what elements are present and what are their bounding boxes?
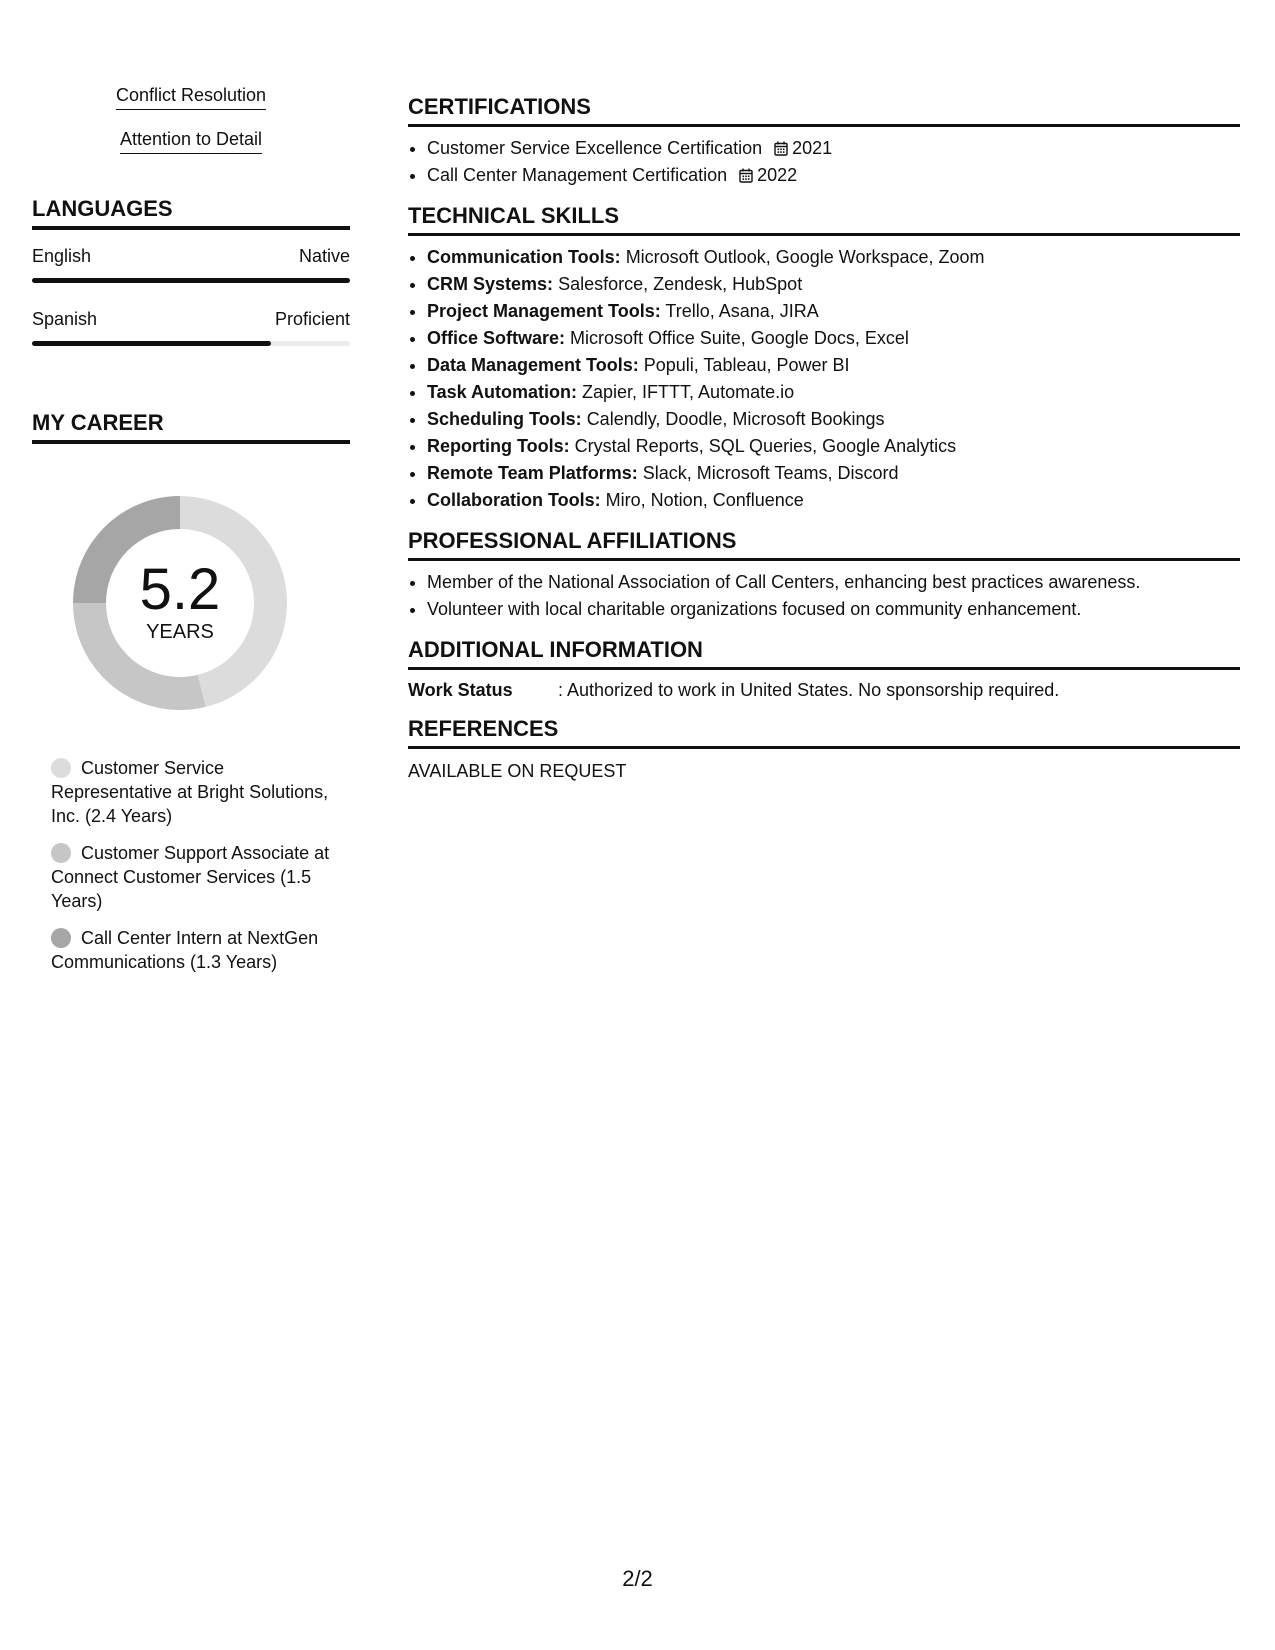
work-status-value: : Authorized to work in United States. No sponsorship required. <box>558 680 1060 700</box>
skill-tag: Attention to Detail <box>32 128 350 154</box>
career-total-value: 5.2 <box>139 557 221 622</box>
skill-values: Microsoft Outlook, Google Workspace, Zoom <box>625 247 985 267</box>
certifications-list <box>408 135 1240 189</box>
skill-category: Data Management Tools: <box>427 355 639 375</box>
technical-skill-item <box>427 352 1240 379</box>
technical-skill-item <box>427 460 1240 487</box>
language-level: Native <box>298 246 350 266</box>
language-bar <box>32 341 350 346</box>
skill-tag: Conflict Resolution <box>32 84 350 110</box>
left-column <box>32 84 350 987</box>
technical-skill-item <box>427 298 1240 325</box>
certifications-title: CERTIFICATIONS <box>408 94 1240 127</box>
skill-category: Office Software: <box>427 328 566 348</box>
language-name: Spanish <box>32 309 98 329</box>
affiliations-title: PROFESSIONAL AFFILIATIONS <box>408 528 1240 561</box>
skill-values: Crystal Reports, SQL Queries, Google Analytics <box>574 436 957 456</box>
certifications-section <box>408 94 1240 189</box>
affiliations-section <box>408 528 1240 623</box>
legend-dot <box>51 758 71 778</box>
right-column <box>408 94 1240 797</box>
legend-dot <box>51 843 71 863</box>
technical-skill-item <box>427 487 1240 514</box>
skill-values: Calendly, Doodle, Microsoft Bookings <box>586 409 885 429</box>
skill-values: Miro, Notion, Confluence <box>605 490 804 510</box>
affiliations-list <box>408 569 1240 623</box>
skill-values: Slack, Microsoft Teams, Discord <box>642 463 899 483</box>
certification-item <box>427 162 1240 189</box>
references-section <box>408 716 1240 783</box>
references-text: AVAILABLE ON REQUEST <box>408 761 627 781</box>
legend-dot <box>51 928 71 948</box>
language-item <box>32 244 350 283</box>
skill-category: Task Automation: <box>427 382 578 402</box>
technical-skill-item <box>427 379 1240 406</box>
technical-skill-item <box>427 325 1240 352</box>
career-legend-item: Customer Support Associate at Connect Customer Services (1.5 Years) <box>51 843 330 911</box>
work-status-row <box>408 678 1240 702</box>
skill-category: Reporting Tools: <box>427 436 570 456</box>
language-bar <box>32 278 350 283</box>
language-name: English <box>32 246 92 266</box>
additional-info-section <box>408 637 1240 702</box>
language-bar-fill <box>32 278 350 283</box>
skill-category: Project Management Tools: <box>427 301 661 321</box>
career-total-unit: YEARS <box>146 621 214 643</box>
skill-category: Scheduling Tools: <box>427 409 582 429</box>
skill-category: Communication Tools: <box>427 247 621 267</box>
technical-skills-list <box>408 244 1240 514</box>
skill-values: Populi, Tableau, Power BI <box>643 355 850 375</box>
certification-name: Call Center Management Certification <box>427 165 728 185</box>
career-donut-chart <box>65 488 295 718</box>
page-number: 2/2 <box>622 1566 653 1591</box>
language-item <box>32 307 350 346</box>
affiliation-item: • Volunteer with local charitable organizations focused on community enhancement. <box>427 596 1240 623</box>
skill-values: Zapier, IFTTT, Automate.io <box>582 382 795 402</box>
calendar-icon <box>739 168 753 183</box>
career-legend-item: Customer Service Representative at Bright Solutions, Inc. (2.4 Years) <box>51 758 329 826</box>
skill-values: Microsoft Office Suite, Google Docs, Excel <box>570 328 909 348</box>
work-status-label: Work Status <box>408 680 513 700</box>
technical-skill-item <box>427 433 1240 460</box>
skill-values: Salesforce, Zendesk, HubSpot <box>558 274 803 294</box>
certification-item <box>427 135 1240 162</box>
references-title: REFERENCES <box>408 716 1240 749</box>
languages-title: LANGUAGES <box>32 196 350 230</box>
additional-info-title: ADDITIONAL INFORMATION <box>408 637 1240 670</box>
language-bar-fill <box>32 341 271 346</box>
skill-category: Collaboration Tools: <box>427 490 601 510</box>
languages-section <box>32 196 350 346</box>
career-legend <box>51 756 341 974</box>
affiliation-item: • Member of the National Association of Call Centers, enhancing best practices awareness. <box>427 569 1240 596</box>
certification-year: 2022 <box>757 165 798 185</box>
skill-category: CRM Systems: <box>427 274 554 294</box>
career-title: MY CAREER <box>32 410 350 444</box>
technical-skill-item <box>427 406 1240 433</box>
technical-skill-item <box>427 244 1240 271</box>
skill-values: Trello, Asana, JIRA <box>665 301 819 321</box>
technical-skill-item <box>427 271 1240 298</box>
technical-skills-title: TECHNICAL SKILLS <box>408 203 1240 236</box>
technical-skills-section <box>408 203 1240 514</box>
certification-name: Customer Service Excellence Certification <box>427 138 763 158</box>
career-legend-item: Call Center Intern at NextGen Communications (1.3 Years) <box>51 928 319 972</box>
career-section <box>32 410 350 974</box>
language-level: Proficient <box>274 309 350 329</box>
skill-category: Remote Team Platforms: <box>427 463 638 483</box>
calendar-icon <box>774 141 788 156</box>
certification-year: 2021 <box>792 138 833 158</box>
